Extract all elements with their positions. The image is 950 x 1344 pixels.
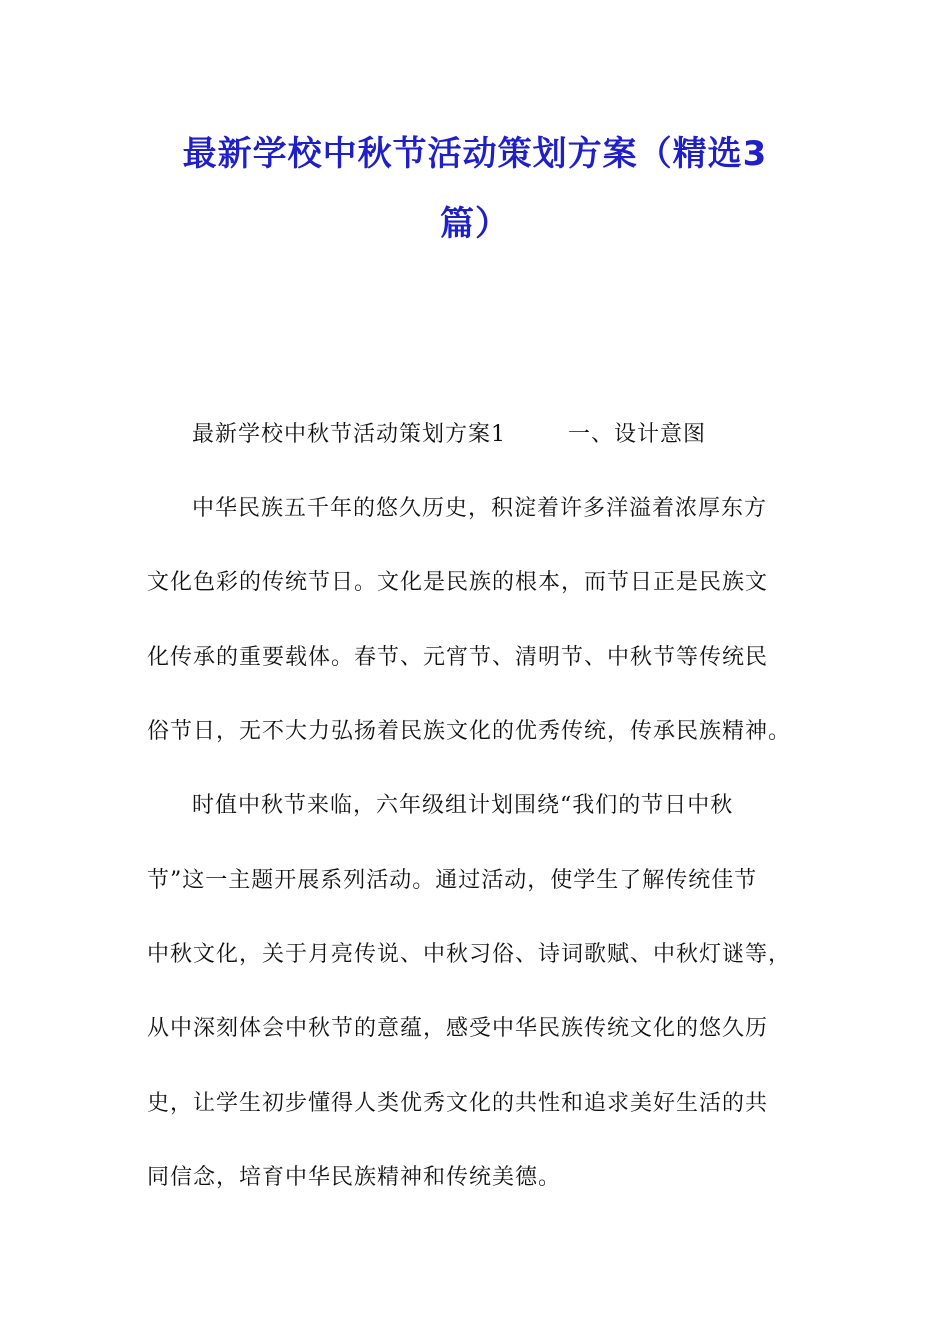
paragraph-1-line-1: 中华民族五千年的悠久历史，积淀着许多洋溢着浓厚东方 <box>192 496 768 521</box>
paragraph-2-line-1: 时值中秋节来临，六年级组计划围绕“我们的节日中秋 <box>192 793 734 818</box>
section-heading: 最新学校中秋节活动策划方案1 <box>192 422 506 447</box>
paragraph-2-line-6: 同信念，培育中华民族精神和传统美德。 <box>147 1165 562 1190</box>
paragraph-1-line-4: 俗节日，无不大力弘扬着民族文化的优秀传统，传承民族精神。 <box>147 719 792 744</box>
paragraph-1-line-3: 化传承的重要载体。春节、元宵节、清明节、中秋节等传统民 <box>147 645 769 670</box>
paragraph-2-line-5: 史，让学生初步懂得人类优秀文化的共性和追求美好生活的共 <box>147 1091 769 1116</box>
paragraph-2-line-4: 从中深刻体会中秋节的意蕴，感受中华民族传统文化的悠久历 <box>147 1016 769 1041</box>
section-subheading: 一、设计意图 <box>568 422 707 447</box>
paragraph-2-line-3: 中秋文化，关于月亮传说、中秋习俗、诗词歌赋、中秋灯谜等， <box>147 942 792 967</box>
document-title-line-2: 篇） <box>440 204 510 244</box>
paragraph-1-line-2: 文化色彩的传统节日。文化是民族的根本，而节日正是民族文 <box>147 570 769 595</box>
document-title-line-1: 最新学校中秋节活动策划方案（精选3 <box>182 134 768 174</box>
paragraph-2-line-2: 节”这一主题开展系列活动。通过活动，使学生了解传统佳节 <box>147 868 758 893</box>
